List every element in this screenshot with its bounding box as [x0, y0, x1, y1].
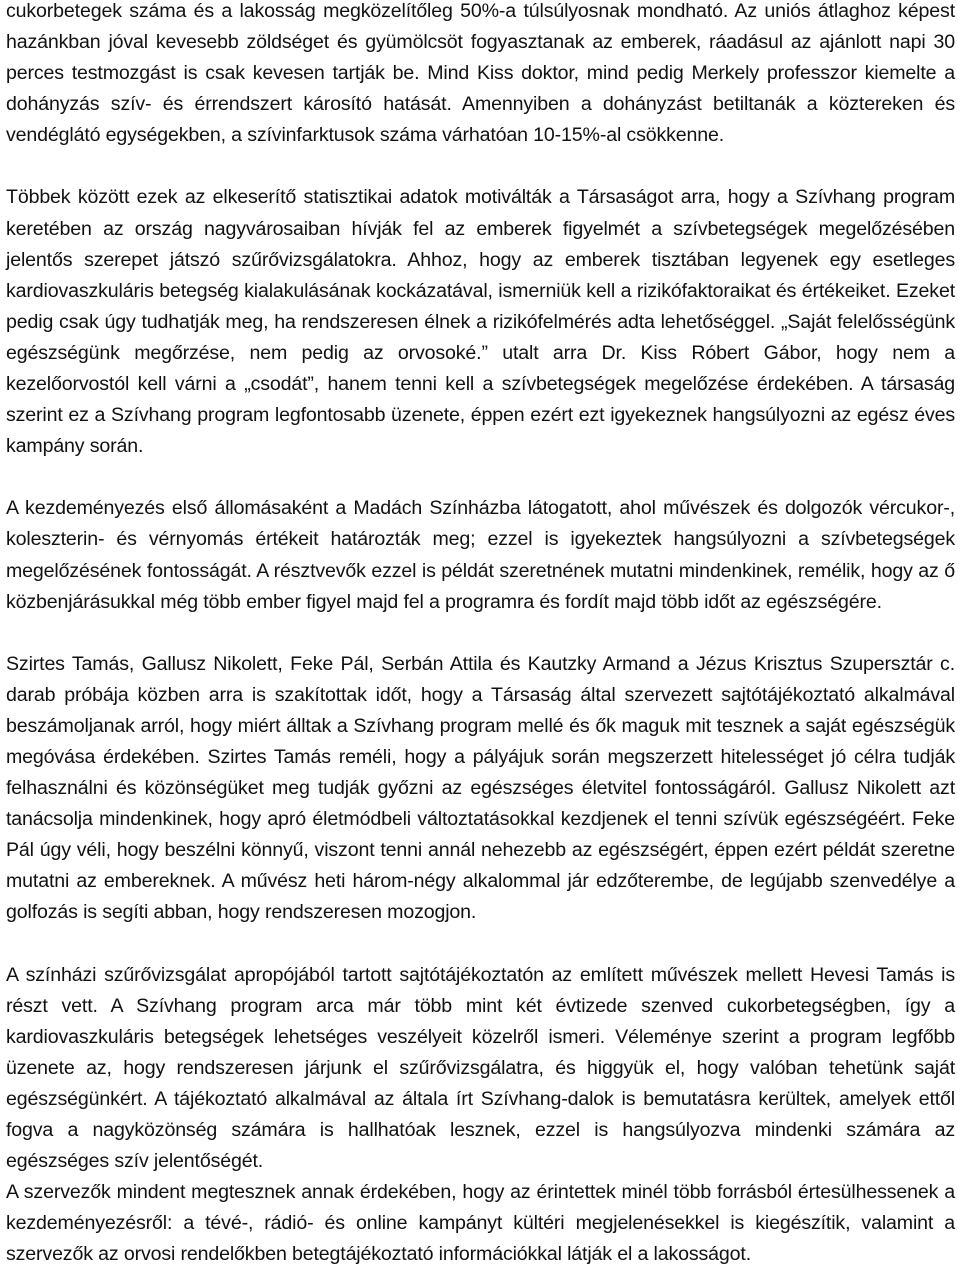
paragraph-4: Szirtes Tamás, Gallusz Nikolett, Feke Pál, Serbán Attila és Kautzky Armand a Jézus Krisztus Szupersztár c. darab próbája közben arra is szakítottak időt, hogy a Társaság által szervezett sajtótájékoztató alkalmával beszámoljanak arról, hogy miért álltak a Szívhang program mellé és ők maguk mit tesznek a saját egészségük megóvása érdekében. Szirtes Tamás reméli, hogy a pályájuk során megszerzett hitelességet jó célra tudják felhasználni és közönségüket meg tudják győzni az egészséges életvitel fontosságáról. Gallusz Nikolett azt tanácsolja mindenkinek, hogy apró életmódbeli változtatásokkal kezdjenek el tenni szívük egészségéért. Feke Pál úgy véli, hogy beszélni könnyű, viszont tenni annál nehezebb az egészségért, éppen ezért példát szeretne mutatni az embereknek. A művész heti három-négy alkalommal jár edzőterembe, de legújabb szenvedélye a golfozás is segíti abban, hogy rendszeresen mozogjon. [6, 652, 955, 924]
document-page [6, 0, 955, 1270]
paragraph-5: A színházi szűrővizsgálat apropójából tartott sajtótájékoztatón az említett művészek mellett Hevesi Tamás is részt vett. A Szívhang program arca már több mint két évtizede szenved cukorbetegségben, így a kardiovaszkuláris betegségek lehetséges veszélyeit közelről ismeri. Véleménye szerint a program legfőbb üzenete az, hogy rendszeresen járjunk el szűrővizsgálatra, és higgyük el, hogy valóban tehetünk saját egészségünkért. A tájékoztató alkalmával az általa írt Szívhang-dalok is bemutatásra kerültek, amelyek ettől fogva a nagyközönség számára is hallhatóak lesznek, ezzel is hangsúlyozva mindenki számára az egészséges szív jelentőségét. [6, 963, 955, 1173]
paragraph-6: A szervezők mindent megtesznek annak érdekében, hogy az érintettek minél több forrásból értesülhessenek a kezdeményezésről: a tévé-, rádió- és online kampányt kültéri megjelenésekkel is kiegészítik, valamint a szervezők az orvosi rendelőkben betegtájékoztató információkkal látják el a lakosságot. [6, 1181, 955, 1266]
paragraph-spacer [6, 618, 955, 649]
paragraph-spacer [6, 929, 955, 960]
paragraph-3: A kezdeményezés első állomásaként a Madách Színházba látogatott, ahol művészek és dolgozók vércukor-, koleszterin- és vérnyomás értékeit határozták meg; ezzel is igyekeztek hangsúlyozni a szívbetegségek megelőzésének fontosságát. A résztvevők ezzel is példát szeretnének mutatni mindenkinek, remélik, hogy az ő közbenjárásukkal még több ember figyel majd fel a programra és fordít majd több időt az egészségére. [6, 497, 955, 613]
paragraph-2: Többek között ezek az elkeserítő statisztikai adatok motiválták a Társaságot arra, hogy a Szívhang program keretében az ország nagyvárosaiban hívják fel az emberek figyelmét a szívbetegségek megelőzésében jelentős szerepet játszó szűrővizsgálatokra. Ahhoz, hogy az emberek tisztában legyenek egy esetleges kardiovaszkuláris betegség kialakulásának kockázatával, ismerniük kell a rizikófaktoraikat és értékeiket. Ezeket pedig csak úgy tudhatják meg, ha rendszeresen élnek a rizikófelmérés adta lehetőséggel. „Saját felelősségünk egészségünk megőrzése, nem pedig az orvosoké.” utalt arra Dr. Kiss Róbert Gábor, hogy nem a kezelőorvostól kell várni a „csodát”, hanem tenni kell a szívbetegségek megelőzése érdekében. A társaság szerint ez a Szívhang program legfontosabb üzenete, éppen ezért ezt igyekeznek hangsúlyozni az egész éves kampány során. [6, 186, 955, 458]
paragraph-spacer [6, 462, 955, 493]
paragraph-spacer [6, 151, 955, 182]
paragraph-1: cukorbetegek száma és a lakosság megközelítőleg 50%-a túlsúlyosnak mondható. Az uniós átlaghoz képest hazánkban jóval kevesebb zöldséget és gyümölcsöt fogyasztanak az emberek, ráadásul az ajánlott napi 30 perces testmozgást is csak kevesen tartják be. Mind Kiss doktor, mind pedig Merkely professzor kiemelte a dohányzás szív- és érrendszert károsító hatását. Amennyiben a dohányzást betiltanák a köztereken és vendéglátó egységekben, a szívinfarktusok száma várhatóan 10-15%-al csökkenne. [6, 0, 955, 147]
